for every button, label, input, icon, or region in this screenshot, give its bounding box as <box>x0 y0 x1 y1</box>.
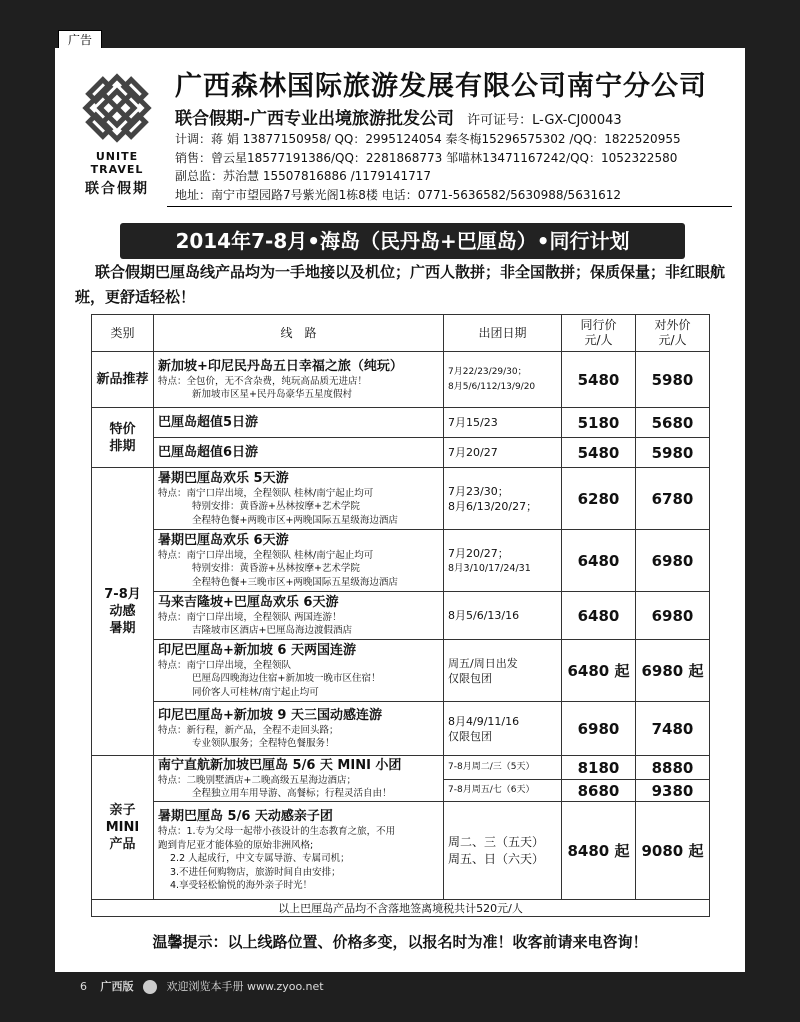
date-cell: 7月20/27 <box>444 438 562 468</box>
route-cell <box>154 592 444 640</box>
subtitle-line <box>175 104 622 129</box>
route-detail: 3.不进任何购物店，旅游时间自由安排； <box>170 866 341 878</box>
peer-price: 6480 <box>562 530 636 592</box>
page-footer <box>80 978 324 994</box>
peer-price: 8180 <box>562 756 636 780</box>
contact-line: 地址：南宁市望园路7号紫光阁1栋8楼 电话：0771-5636582/5630988/5631612 <box>175 187 622 202</box>
route-detail: 专业领队服务；全程特色餐服务！ <box>192 738 335 749</box>
route-title: 印尼巴厘岛+新加坡 6 天两国连游 <box>158 642 356 658</box>
date-line: 8月5/6/112/13/9/20 <box>448 381 536 392</box>
header-divider <box>167 206 732 207</box>
retail-price: 5680 <box>636 408 710 438</box>
route-title: 巴厘岛超值5日游 <box>158 415 259 430</box>
logo-english: UNITE TRAVEL <box>90 150 144 176</box>
retail-price: 6780 <box>636 468 710 530</box>
date-line: 周二、三（五天） <box>448 834 545 849</box>
retail-price: 5980 <box>636 438 710 468</box>
route-title: 暑期巴厘岛欢乐 6天游 <box>158 532 289 548</box>
plan-banner: 2014年7-8月•海岛（民丹岛+巴厘岛）•同行计划 <box>120 223 685 259</box>
date-line: 8月6/13/20/27； <box>448 499 538 513</box>
table-row <box>92 756 710 780</box>
peer-price: 8680 <box>562 780 636 802</box>
route-cell <box>154 756 444 802</box>
table-header-row <box>92 315 710 352</box>
peer-price: 6980 <box>562 702 636 756</box>
header-category: 类别 <box>92 315 154 352</box>
retail-price: 6980 <box>636 592 710 640</box>
date-line: 周五/周日出发 <box>448 656 518 670</box>
route-cell <box>154 408 444 438</box>
date-line: 8月4/9/11/16 <box>448 714 520 728</box>
header-retail-price: 对外价 元/人 <box>636 315 710 352</box>
route-detail: 特别安排：黄昏游+丛林按摩+艺术学院 <box>192 501 360 513</box>
contact-line: 副总监：苏治慧 15507816886 /1179141717 <box>175 169 432 183</box>
route-cell <box>154 802 444 900</box>
route-detail: 全程独立用车用导游、高餐标；行程灵活自由！ <box>192 788 392 799</box>
intro-text: 联合假期巴厘岛线产品均为一手地接以及机位；广西人散拼；非全国散拼；保质保量；非红眼航班，更舒适轻松！ <box>75 263 726 306</box>
route-detail: 特点：1.专为父母一起带小孩设计的生态教育之旅，不用 <box>158 826 396 838</box>
table-row <box>92 530 710 592</box>
route-detail: 同价客人可桂林/南宁起止均可 <box>192 686 319 698</box>
retail-price: 6980 起 <box>636 640 710 702</box>
retail-price: 9380 <box>636 780 710 802</box>
route-detail: 2.2 人起成行，中文专属导游、专属司机； <box>170 853 350 865</box>
date-cell <box>444 468 562 530</box>
table-row <box>92 702 710 756</box>
peer-price: 6280 <box>562 468 636 530</box>
ad-tag: 广告 <box>58 30 102 50</box>
peer-price: 5480 <box>562 352 636 408</box>
route-title: 暑期巴厘岛欢乐 5天游 <box>158 470 289 486</box>
date-line: 周五、日（六天） <box>448 851 545 866</box>
unite-travel-logo <box>72 68 162 218</box>
logo-chinese: 联合假期 <box>85 181 149 197</box>
route-title: 暑期巴厘岛 5/6 天动感亲子团 <box>158 809 333 825</box>
route-title: 南宁直航新加坡巴厘岛 5/6 天 MINI 小团 <box>158 757 402 773</box>
page-number: 6 <box>80 980 87 993</box>
date-cell <box>444 802 562 900</box>
route-cell <box>154 352 444 408</box>
contact-block <box>175 130 681 204</box>
date-cell: 8月5/6/13/16 <box>444 592 562 640</box>
date-cell <box>444 702 562 756</box>
route-cell <box>154 530 444 592</box>
table-row <box>92 408 710 438</box>
retail-price: 7480 <box>636 702 710 756</box>
date-cell <box>444 352 562 408</box>
route-title: 巴厘岛超值6日游 <box>158 445 259 460</box>
route-title: 马来吉隆坡+巴厘岛欢乐 6天游 <box>158 594 339 610</box>
route-cell <box>154 468 444 530</box>
retail-price: 9080 起 <box>636 802 710 900</box>
route-detail: 特点：南宁口岸出境，全程领队 桂林/南宁起止均可 <box>158 549 374 561</box>
header-peer-price: 同行价 元/人 <box>562 315 636 352</box>
table-row <box>92 640 710 702</box>
tour-price-table <box>91 314 710 917</box>
date-line: 7月23/30； <box>448 484 509 498</box>
route-cell <box>154 702 444 756</box>
route-detail: 特点：南宁口岸出境，全程领队 桂林/南宁起止均可 <box>158 487 374 499</box>
date-cell <box>444 530 562 592</box>
date-line: 8月3/10/17/24/31 <box>448 562 531 574</box>
route-detail: 特点：南宁口岸出境，全程领队 <box>158 659 292 671</box>
category-family: 亲子 MINI 产品 <box>92 756 154 900</box>
route-detail: 全程特色餐+三晚市区+两晚国际五星级海边酒店 <box>192 576 398 588</box>
warm-tip: 温馨提示：以上线路位置、价格多变，以报名时为准！收客前请来电咨询！ <box>152 933 648 951</box>
category-summer: 7-8月 动感 暑期 <box>92 468 154 756</box>
route-detail: 特点：二晚别墅酒店+二晚高级五星海边酒店； <box>158 774 356 786</box>
header-route: 线 路 <box>154 315 444 352</box>
category-special: 特价 排期 <box>92 408 154 468</box>
endless-knot-icon <box>77 68 157 148</box>
route-cell <box>154 438 444 468</box>
peer-price: 5480 <box>562 438 636 468</box>
table-row <box>92 802 710 900</box>
route-detail: 特点：南宁口岸出境，全程领队 两国连游！ <box>158 611 342 623</box>
peer-price: 6480 起 <box>562 640 636 702</box>
date-line: 仅限包团 <box>448 729 492 743</box>
footer-site: 欢迎浏览本手册 www.zyoo.net <box>166 980 324 993</box>
date-cell: 7-8月周二/三（5天） <box>444 756 562 780</box>
date-line: 7月20/27； <box>448 546 509 560</box>
peer-price: 6480 <box>562 592 636 640</box>
edition-label: 广西版 <box>100 980 134 993</box>
category-new: 新品推荐 <box>92 352 154 408</box>
date-cell: 7-8月周五/七（6天） <box>444 780 562 802</box>
route-detail: 特别安排：黄昏游+丛林按摩+艺术学院 <box>192 563 360 575</box>
route-detail: 巴厘岛四晚海边住宿+新加坡一晚市区住宿！ <box>192 673 381 685</box>
retail-price: 8880 <box>636 756 710 780</box>
brand-badge-icon <box>143 980 157 994</box>
route-detail: 新加坡市区星+民丹岛豪华五星度假村 <box>192 389 352 400</box>
date-cell <box>444 640 562 702</box>
route-title: 新加坡+印尼民丹岛五日幸福之旅（纯玩） <box>158 358 403 374</box>
retail-price: 5980 <box>636 352 710 408</box>
route-detail: 4.享受轻松愉悦的海外亲子时光！ <box>170 880 313 892</box>
contact-line: 计调：蒋 娟 13877150958/ QQ：2995124054 秦冬梅15296575302 /QQ：1822520955 <box>175 132 681 146</box>
peer-price: 8480 起 <box>562 802 636 900</box>
table-row <box>92 438 710 468</box>
table-footnote: 以上巴厘岛产品均不含落地签离境税共计520元/人 <box>92 900 710 917</box>
header-date: 出团日期 <box>444 315 562 352</box>
route-title: 印尼巴厘岛+新加坡 9 天三国动感连游 <box>158 707 382 723</box>
license-number: 许可证号：L-GX-CJ00043 <box>467 113 622 128</box>
table-row <box>92 468 710 530</box>
date-line: 仅限包团 <box>448 671 492 685</box>
route-detail: 特点：全包价，无不含杂费，纯玩高品质无进店！ <box>158 375 368 387</box>
date-cell: 7月15/23 <box>444 408 562 438</box>
table-row <box>92 352 710 408</box>
company-subtitle: 联合假期-广西专业出境旅游批发公司 <box>175 109 455 129</box>
route-detail: 全程特色餐+两晚市区+两晚国际五星级海边酒店 <box>192 514 398 526</box>
ad-sheet <box>55 48 745 972</box>
retail-price: 6980 <box>636 530 710 592</box>
peer-price: 5180 <box>562 408 636 438</box>
contact-line: 销售：曾云星18577191386/QQ：2281868773 邹喵林13471167242/QQ：1052322580 <box>175 150 678 165</box>
table-row <box>92 592 710 640</box>
company-name: 广西森林国际旅游发展有限公司南宁分公司 <box>175 71 707 102</box>
table-footnote-row <box>92 900 710 917</box>
route-detail: 特点：新行程，新产品，全程不走回头路； <box>158 724 339 736</box>
route-detail: 吉隆坡市区酒店+巴厘岛海边渡假酒店 <box>192 625 352 636</box>
route-cell <box>154 640 444 702</box>
date-line: 7月22/23/29/30； <box>448 366 527 377</box>
route-detail: 跑到肯尼亚才能体验的原始非洲风格; <box>158 839 314 851</box>
